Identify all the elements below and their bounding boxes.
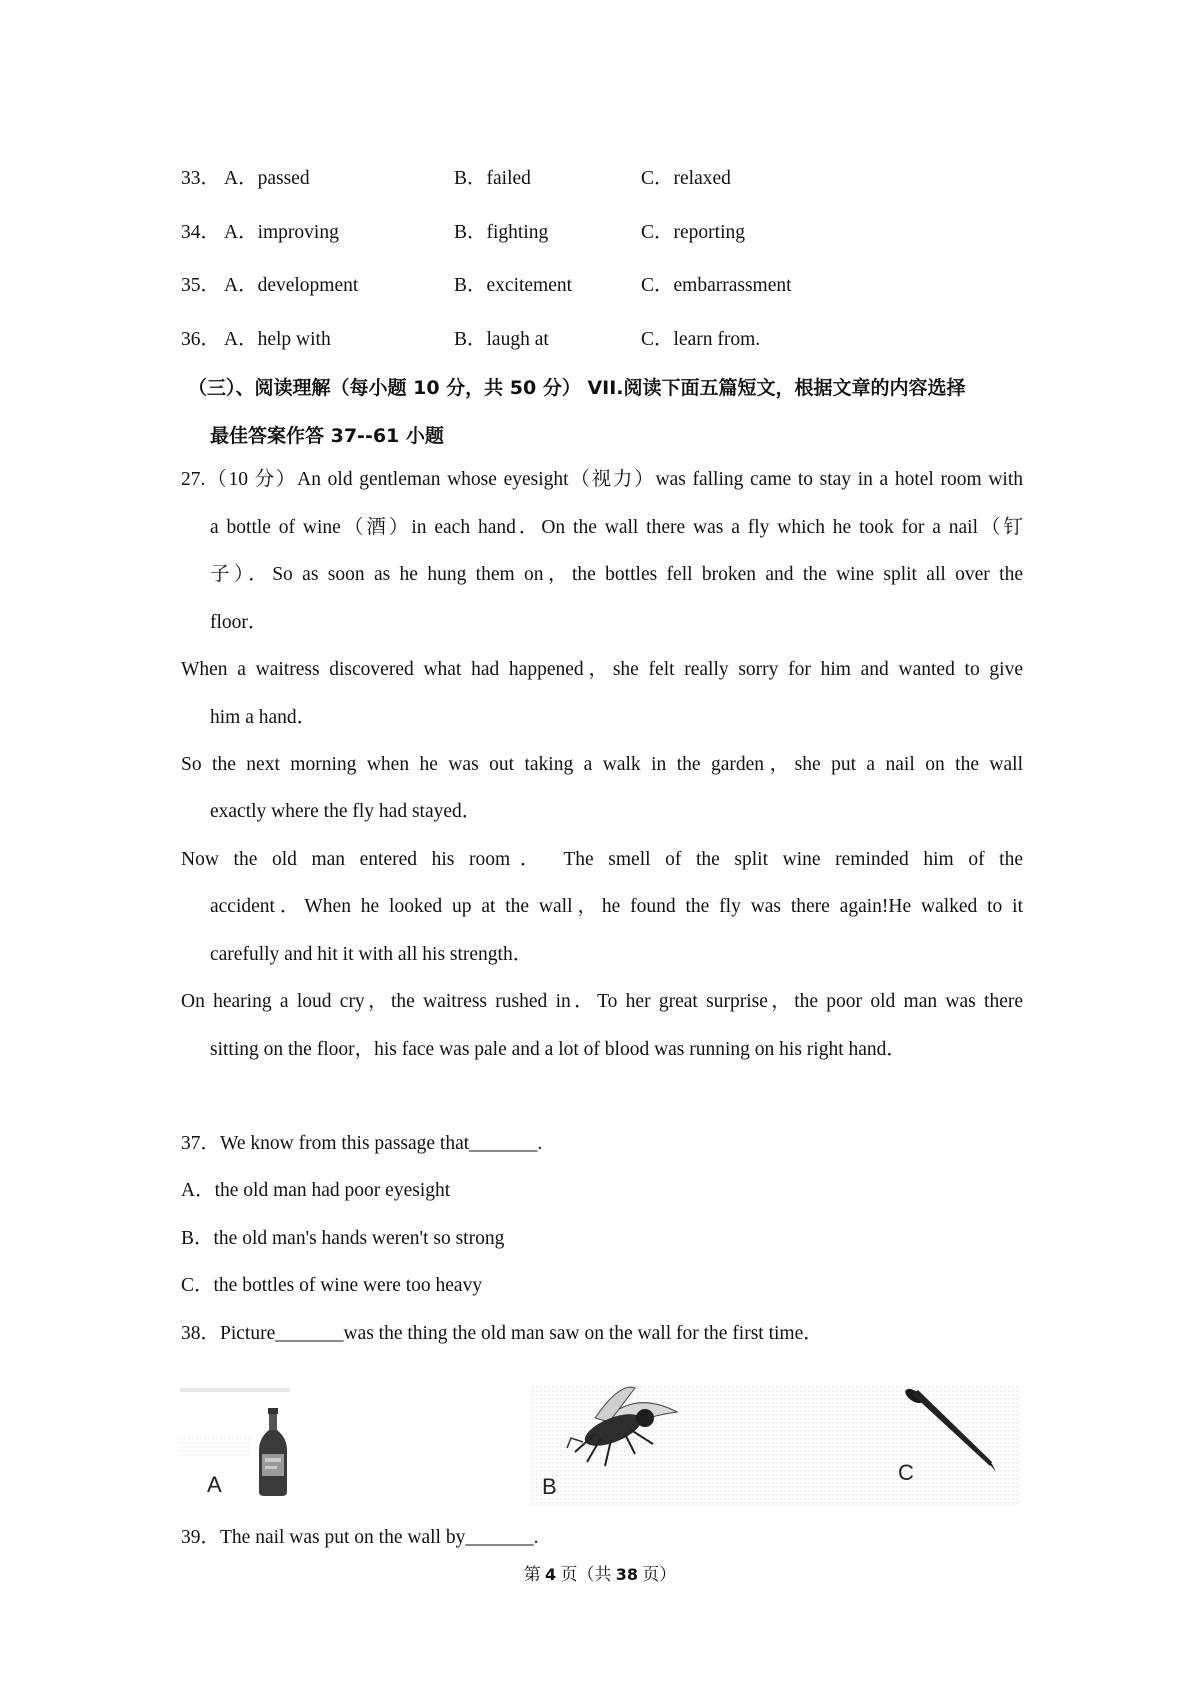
passage-line: a bottle of wine（酒）in each hand．On the wall there was a fly which he took for a nail（钉 (210, 517, 1023, 538)
option-b: B．failed (454, 168, 531, 189)
footer-middle: 页（共 (556, 1565, 616, 1584)
section-heading: （三）、阅读理解（每小题 10 分，共 50 分） VII.阅读下面五篇短文，根据文章的内容选择 (188, 377, 966, 399)
question-number: 34． (181, 222, 221, 243)
nail-icon (902, 1386, 998, 1476)
option-a: A．development (224, 275, 359, 296)
question-number: 36． (181, 329, 221, 350)
passage-line: him a hand． (210, 707, 317, 728)
bottle-icon (256, 1408, 290, 1496)
question-37-option-c: C．the bottles of wine were too heavy (181, 1275, 483, 1296)
option-a: A．help with (224, 329, 331, 350)
footer-suffix: 页） (637, 1565, 677, 1584)
option-c: C．relaxed (641, 168, 731, 189)
option-c: C．embarrassment (641, 275, 792, 296)
option-a: A．improving (224, 222, 339, 243)
question-37: 37．We know from this passage that_______. (181, 1133, 543, 1154)
option-b: B．fighting (454, 222, 549, 243)
passage-line: floor． (210, 612, 268, 633)
passage-line: Now the old man entered his room． The smell of the split wine reminded him of the (181, 849, 1023, 870)
passage-line: exactly where the fly had stayed． (210, 801, 482, 822)
option-c: C．learn from. (641, 329, 761, 350)
question-37-option-b: B．the old man's hands weren't so strong (181, 1228, 505, 1249)
passage-line: On hearing a loud cry，the waitress rushed in．To her great surprise，the poor old man was there (181, 991, 1023, 1012)
passage-line: carefully and hit it with all his strength． (210, 944, 533, 965)
question-37-option-a: A．the old man had poor eyesight (181, 1180, 451, 1201)
passage-line: So the next morning when he was out taking a walk in the garden，she put a nail on the wall (181, 754, 1023, 775)
section-heading-continued: 最佳答案作答 37--61 小题 (210, 425, 444, 447)
page-footer (0, 1560, 1200, 1585)
passage-line: accident．When he looked up at the wall，he found the fly was there again!He walked to it (210, 896, 1023, 917)
question-38-pictures (180, 1366, 1022, 1506)
picture-label-a: A (207, 1472, 222, 1497)
passage-line: When a waitress discovered what had happened，she felt really sorry for him and wanted to give (181, 659, 1023, 680)
question-number: 33． (181, 168, 221, 189)
option-b: B．laugh at (454, 329, 549, 350)
page-total: 38 (615, 1565, 638, 1584)
picture-label-c: C (898, 1460, 914, 1485)
passage-line: 27.（10 分）An old gentleman whose eyesight（视力）was falling came to stay in a hotel room with (181, 469, 1023, 490)
passage-line: sitting on the floor，his face was pale and a lot of blood was running on his right hand． (210, 1039, 906, 1060)
page-number: 4 (545, 1565, 557, 1584)
question-number: 35． (181, 275, 221, 296)
option-a: A．passed (224, 168, 310, 189)
fly-icon (565, 1382, 685, 1472)
question-39: 39．The nail was put on the wall by_______. (181, 1527, 539, 1548)
passage-line: 子）．So as soon as he hung them on，the bottles fell broken and the wine split all over the (210, 564, 1023, 585)
option-c: C．reporting (641, 222, 745, 243)
picture-label-b: B (542, 1474, 557, 1499)
option-b: B．excitement (454, 275, 573, 296)
footer-prefix: 第 (523, 1565, 546, 1584)
question-38: 38．Picture_______was the thing the old man saw on the wall for the first time． (181, 1323, 823, 1344)
